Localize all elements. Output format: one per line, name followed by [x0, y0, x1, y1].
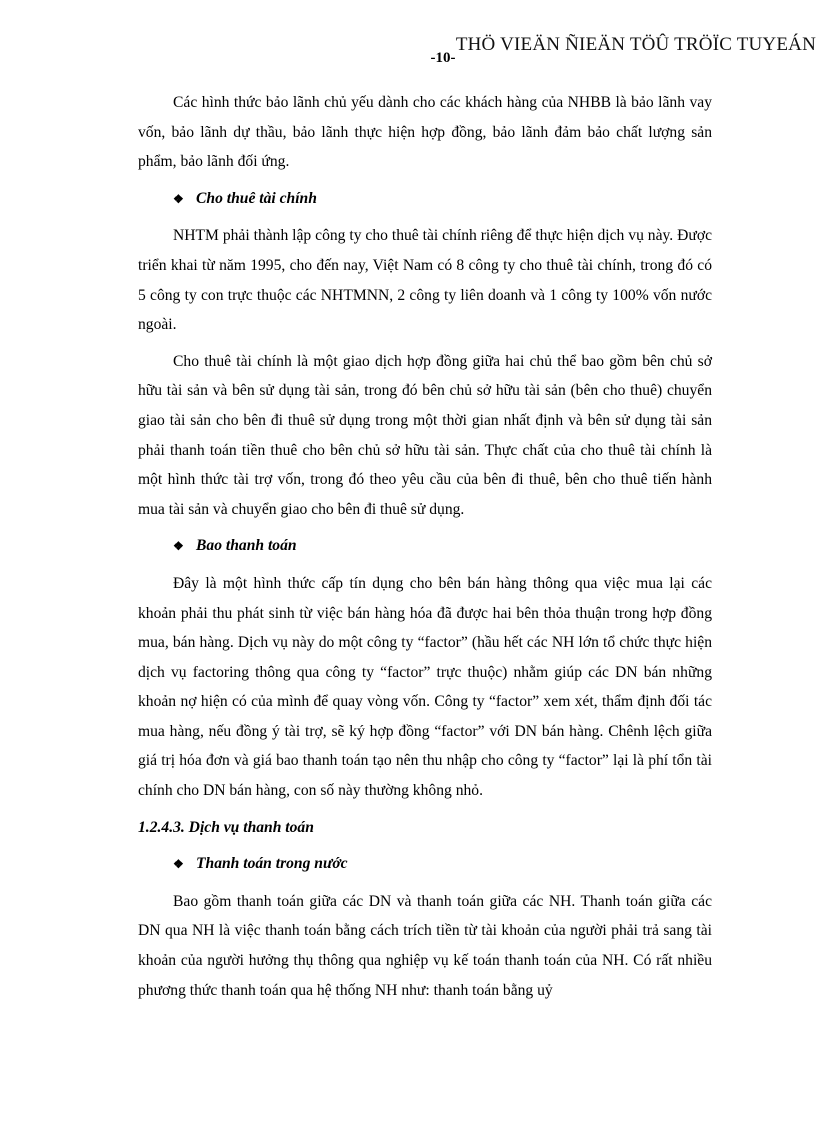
section-heading-payment-services: 1.2.4.3. Dịch vụ thanh toán: [138, 818, 314, 836]
bullet-heading-financial-leasing: [138, 184, 712, 215]
paragraph-factoring-definition: Đây là một hình thức cấp tín dụng cho bên bán hàng thông qua việc mua lại các khoản phải thu phát sinh từ việc bán hàng hóa đã được hai bên thỏa thuận trong hợp đồng mua, bán hàng. Dịch vụ này do một công ty “factor” (hầu hết các NH lớn tổ chức thực hiện dịch vụ factoring thông qua công ty “factor” trực thuộc) nhằm giúp các DN bán những khoản nợ hiện có của mình để quay vòng vốn. Công ty “factor” xem xét, thẩm định đối tác mua hàng, nếu đồng ý tài trợ, sẽ ký hợp đồng “factor” với DN bán hàng. Chênh lệch giữa giá trị hóa đơn và giá bao thanh toán tạo nên thu nhập cho công ty “factor” lại là phí tổn tài chính cho DN bán hàng, con số này thường không nhỏ.: [138, 574, 712, 800]
page-number: -10-: [430, 50, 456, 66]
bullet-heading-factoring: [138, 531, 712, 562]
diamond-bullet-icon: ❖: [173, 857, 184, 872]
paragraph-leasing-companies: NHTM phải thành lập công ty cho thuê tài chính riêng để thực hiện dịch vụ này. Được triển khai từ năm 1995, cho đến nay, Việt Nam có 8 công ty cho thuê tài chính, trong đó có 5 công ty con trực thuộc các NHTMNN, 2 công ty liên doanh và 1 công ty 100% vốn nước ngoài.: [138, 227, 712, 334]
diamond-bullet-icon: ❖: [173, 539, 184, 554]
header-watermark: THÖ VIEÄN ÑIEÄN TÖÛ TRÖÏC TUYEÁN: [455, 34, 816, 55]
diamond-bullet-icon: ❖: [173, 191, 184, 206]
bullet-heading-label: Bao thanh toán: [196, 537, 297, 555]
document-body: [138, 88, 712, 1012]
paragraph-domestic-payment: Bao gồm thanh toán giữa các DN và thanh toán giữa các NH. Thanh toán giữa các DN qua NH là việc thanh toán bằng cách trích tiền từ tài khoản của người phải trả sang tài khoản của người hưởng thụ thông qua nghiệp vụ kế toán thanh toán của NH. Có rất nhiều phương thức thanh toán qua hệ thống NH như: thanh toán bằng uỷ: [138, 892, 712, 999]
bullet-heading-domestic-payment: [138, 849, 712, 880]
bullet-heading-label: Thanh toán trong nước: [196, 855, 348, 873]
paragraph-leasing-definition: Cho thuê tài chính là một giao dịch hợp đồng giữa hai chủ thể bao gồm bên chủ sở hữu tài sản và bên sử dụng tài sản, trong đó bên chủ sở hữu tài sản (bên cho thuê) chuyển giao tài sản cho bên đi thuê sử dụng trong một thời gian nhất định và bên sử dụng tài sản phải thanh toán tiền thuê cho bên chủ sở hữu tài sản. Thực chất của cho thuê tài chính là một hình thức tài trợ vốn, trong đó theo yêu cầu của bên đi thuê, bên cho thuê tiến hành mua tài sản và chuyển giao cho bên đi thuê sử dụng.: [138, 352, 712, 518]
paragraph-guarantee-types: Các hình thức bảo lãnh chủ yếu dành cho các khách hàng của NHBB là bảo lãnh vay vốn, bảo lãnh dự thầu, bảo lãnh thực hiện hợp đồng, bảo lãnh đảm bảo chất lượng sản phẩm, bảo lãnh đối ứng.: [138, 94, 712, 171]
bullet-heading-label: Cho thuê tài chính: [196, 189, 317, 207]
